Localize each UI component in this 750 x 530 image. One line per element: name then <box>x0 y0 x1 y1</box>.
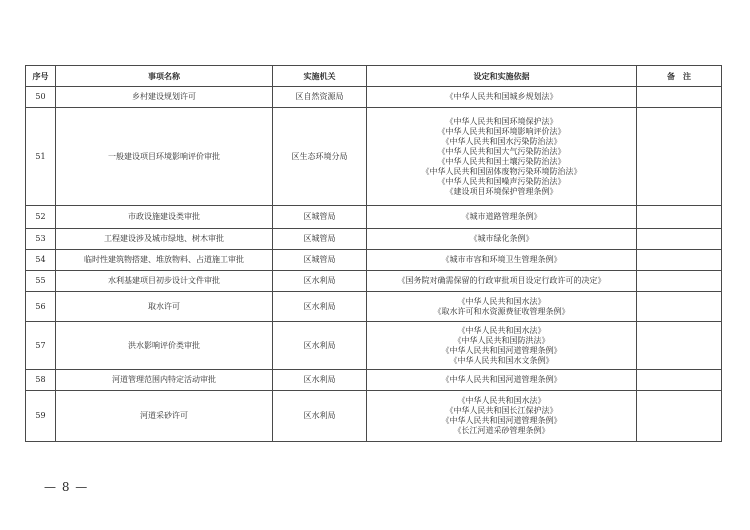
row-legal-basis <box>367 108 637 206</box>
row-implementing-agency: 区水利局 <box>273 391 367 442</box>
legal-basis-line: 《中华人民共和国水法》 <box>457 396 546 405</box>
row-remarks <box>637 370 722 391</box>
row-item-name: 洪水影响评价类审批 <box>56 322 273 370</box>
header-legal-basis: 设定和实施依据 <box>367 66 637 87</box>
page-number: — 8 — <box>44 480 89 494</box>
header-implementing-agency: 实施机关 <box>273 66 367 87</box>
row-legal-basis <box>367 206 637 229</box>
table-row <box>26 391 722 442</box>
row-serial-number: 54 <box>26 250 56 271</box>
legal-basis-line: 《中华人民共和国河道管理条例》 <box>441 375 562 384</box>
row-remarks <box>637 391 722 442</box>
row-item-name: 河道采砂许可 <box>56 391 273 442</box>
table-row <box>26 108 722 206</box>
table-body <box>26 87 722 442</box>
legal-basis-line: 《中华人民共和国长江保护法》 <box>445 406 558 415</box>
row-item-name: 一般建设项目环境影响评价审批 <box>56 108 273 206</box>
row-item-name: 临时性建筑物搭建、堆放物料、占道施工审批 <box>56 250 273 271</box>
legal-basis-line: 《中华人民共和国环境影响评价法》 <box>437 126 566 136</box>
row-implementing-agency: 区水利局 <box>273 271 367 292</box>
header-item-name: 事项名称 <box>56 66 273 87</box>
row-remarks <box>637 87 722 108</box>
legal-basis-line: 《中华人民共和国土壤污染防治法》 <box>437 156 566 166</box>
legal-basis-line: 《中华人民共和国水法》 <box>457 325 546 335</box>
legal-basis-line: 《中华人民共和国固体废物污染环境防治法》 <box>421 166 582 176</box>
table-row <box>26 250 722 271</box>
table-row <box>26 322 722 370</box>
legal-basis-line: 《中华人民共和国河道管理条例》 <box>441 416 562 425</box>
legal-basis-line: 《城市绿化条例》 <box>469 234 534 243</box>
row-serial-number: 53 <box>26 229 56 250</box>
row-remarks <box>637 250 722 271</box>
row-legal-basis <box>367 87 637 108</box>
row-serial-number: 56 <box>26 292 56 322</box>
legal-basis-line: 《中华人民共和国噪声污染防治法》 <box>437 176 566 186</box>
row-implementing-agency: 区城管局 <box>273 229 367 250</box>
row-implementing-agency: 区水利局 <box>273 292 367 322</box>
row-implementing-agency: 区城管局 <box>273 206 367 229</box>
row-serial-number: 51 <box>26 108 56 206</box>
table-row <box>26 292 722 322</box>
table-row <box>26 87 722 108</box>
table-header-row <box>26 66 722 87</box>
row-remarks <box>637 292 722 322</box>
legal-basis-line: 《建设项目环境保护管理条例》 <box>445 186 558 196</box>
row-legal-basis <box>367 271 637 292</box>
legal-basis-line: 《中华人民共和国环境保护法》 <box>445 116 558 126</box>
legal-basis-line: 《中华人民共和国水污染防治法》 <box>441 136 562 146</box>
row-remarks <box>637 322 722 370</box>
table-row <box>26 206 722 229</box>
legal-basis-line: 《取水许可和水资源费征收管理条例》 <box>433 306 570 316</box>
row-serial-number: 59 <box>26 391 56 442</box>
legal-basis-line: 《中华人民共和国河道管理条例》 <box>441 345 562 355</box>
legal-basis-line: 《中华人民共和国防洪法》 <box>453 335 550 345</box>
row-serial-number: 57 <box>26 322 56 370</box>
row-item-name: 市政设施建设类审批 <box>56 206 273 229</box>
row-serial-number: 50 <box>26 87 56 108</box>
legal-basis-line: 《国务院对确需保留的行政审批项目设定行政许可的决定》 <box>397 276 606 285</box>
table-row <box>26 271 722 292</box>
row-remarks <box>637 108 722 206</box>
row-legal-basis <box>367 391 637 442</box>
legal-basis-line: 《中华人民共和国大气污染防治法》 <box>437 146 566 156</box>
row-item-name: 乡村建设规划许可 <box>56 87 273 108</box>
row-item-name: 工程建设涉及城市绿地、树木审批 <box>56 229 273 250</box>
row-serial-number: 52 <box>26 206 56 229</box>
row-serial-number: 55 <box>26 271 56 292</box>
table-row <box>26 370 722 391</box>
row-item-name: 取水许可 <box>56 292 273 322</box>
row-item-name: 水利基建项目初步设计文件审批 <box>56 271 273 292</box>
row-implementing-agency: 区水利局 <box>273 322 367 370</box>
row-item-name: 河道管理范围内特定活动审批 <box>56 370 273 391</box>
row-legal-basis <box>367 322 637 370</box>
row-implementing-agency: 区水利局 <box>273 370 367 391</box>
legal-basis-line: 《中华人民共和国城乡规划法》 <box>445 92 558 101</box>
row-serial-number: 58 <box>26 370 56 391</box>
row-implementing-agency: 区生态环境分局 <box>273 108 367 206</box>
row-implementing-agency: 区自然资源局 <box>273 87 367 108</box>
legal-basis-line: 《中华人民共和国水文条例》 <box>449 355 554 365</box>
legal-basis-line: 《中华人民共和国水法》 <box>457 296 546 306</box>
row-remarks <box>637 229 722 250</box>
legal-basis-line: 《长江河道采砂管理条例》 <box>453 426 550 435</box>
header-serial-number: 序号 <box>26 66 56 87</box>
row-legal-basis <box>367 250 637 271</box>
row-legal-basis <box>367 292 637 322</box>
header-remarks: 备 注 <box>637 66 722 87</box>
row-legal-basis <box>367 229 637 250</box>
legal-basis-line: 《城市市容和环境卫生管理条例》 <box>441 255 562 264</box>
row-remarks <box>637 206 722 229</box>
table-row <box>26 229 722 250</box>
approval-items-table <box>25 65 722 442</box>
row-legal-basis <box>367 370 637 391</box>
row-implementing-agency: 区城管局 <box>273 250 367 271</box>
legal-basis-line: 《城市道路管理条例》 <box>461 212 542 221</box>
row-remarks <box>637 271 722 292</box>
